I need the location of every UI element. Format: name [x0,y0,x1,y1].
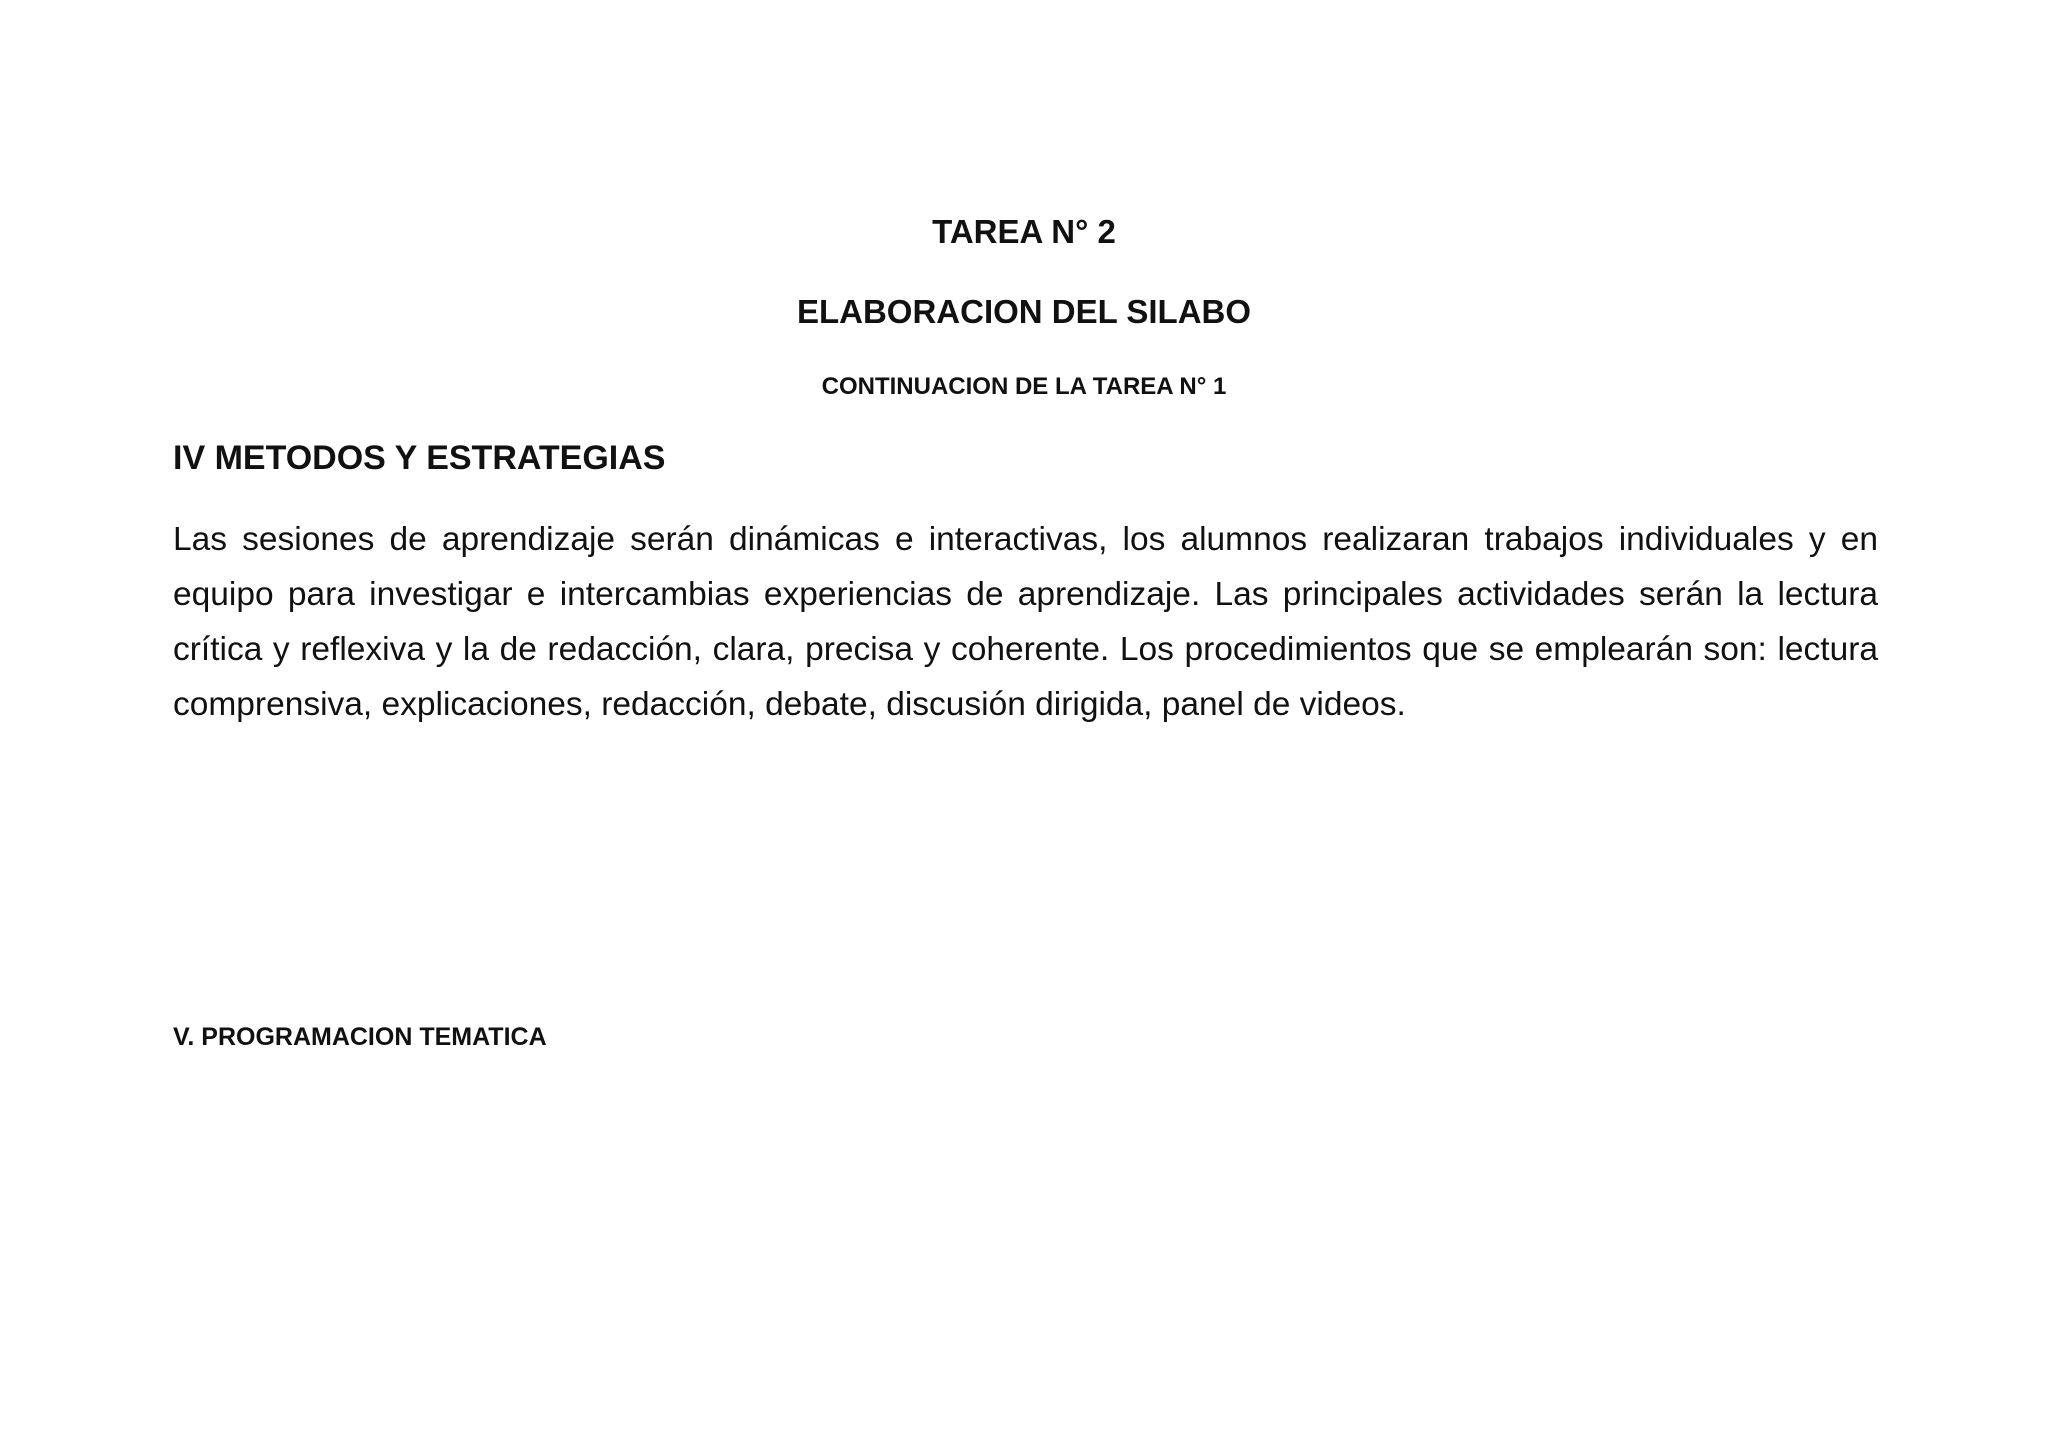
document-title: TAREA N° 2 [932,213,1116,250]
section-body-metodos: Las sesiones de aprendizaje serán dinámicas e interactivas, los alumnos realizaran trabajos individuales y en equipo para investigar e intercambias experiencias de aprendizaje. Las principales actividades serán la lectura crítica y reflexiva y la de redacción, clara, precisa y coherente. Los procedimientos que se emplearán son: lectura comprensiva, explicaciones, redacción, debate, discusión dirigida, panel de videos. [173,521,1878,723]
continuation-note: CONTINUACION DE LA TAREA N° 1 [821,373,1227,400]
section-heading-programacion: V. PROGRAMACION TEMATICA [173,1023,547,1051]
section-heading-metodos: IV METODOS Y ESTRATEGIAS [173,439,666,477]
document-subtitle: ELABORACION DEL SILABO [796,293,1252,330]
